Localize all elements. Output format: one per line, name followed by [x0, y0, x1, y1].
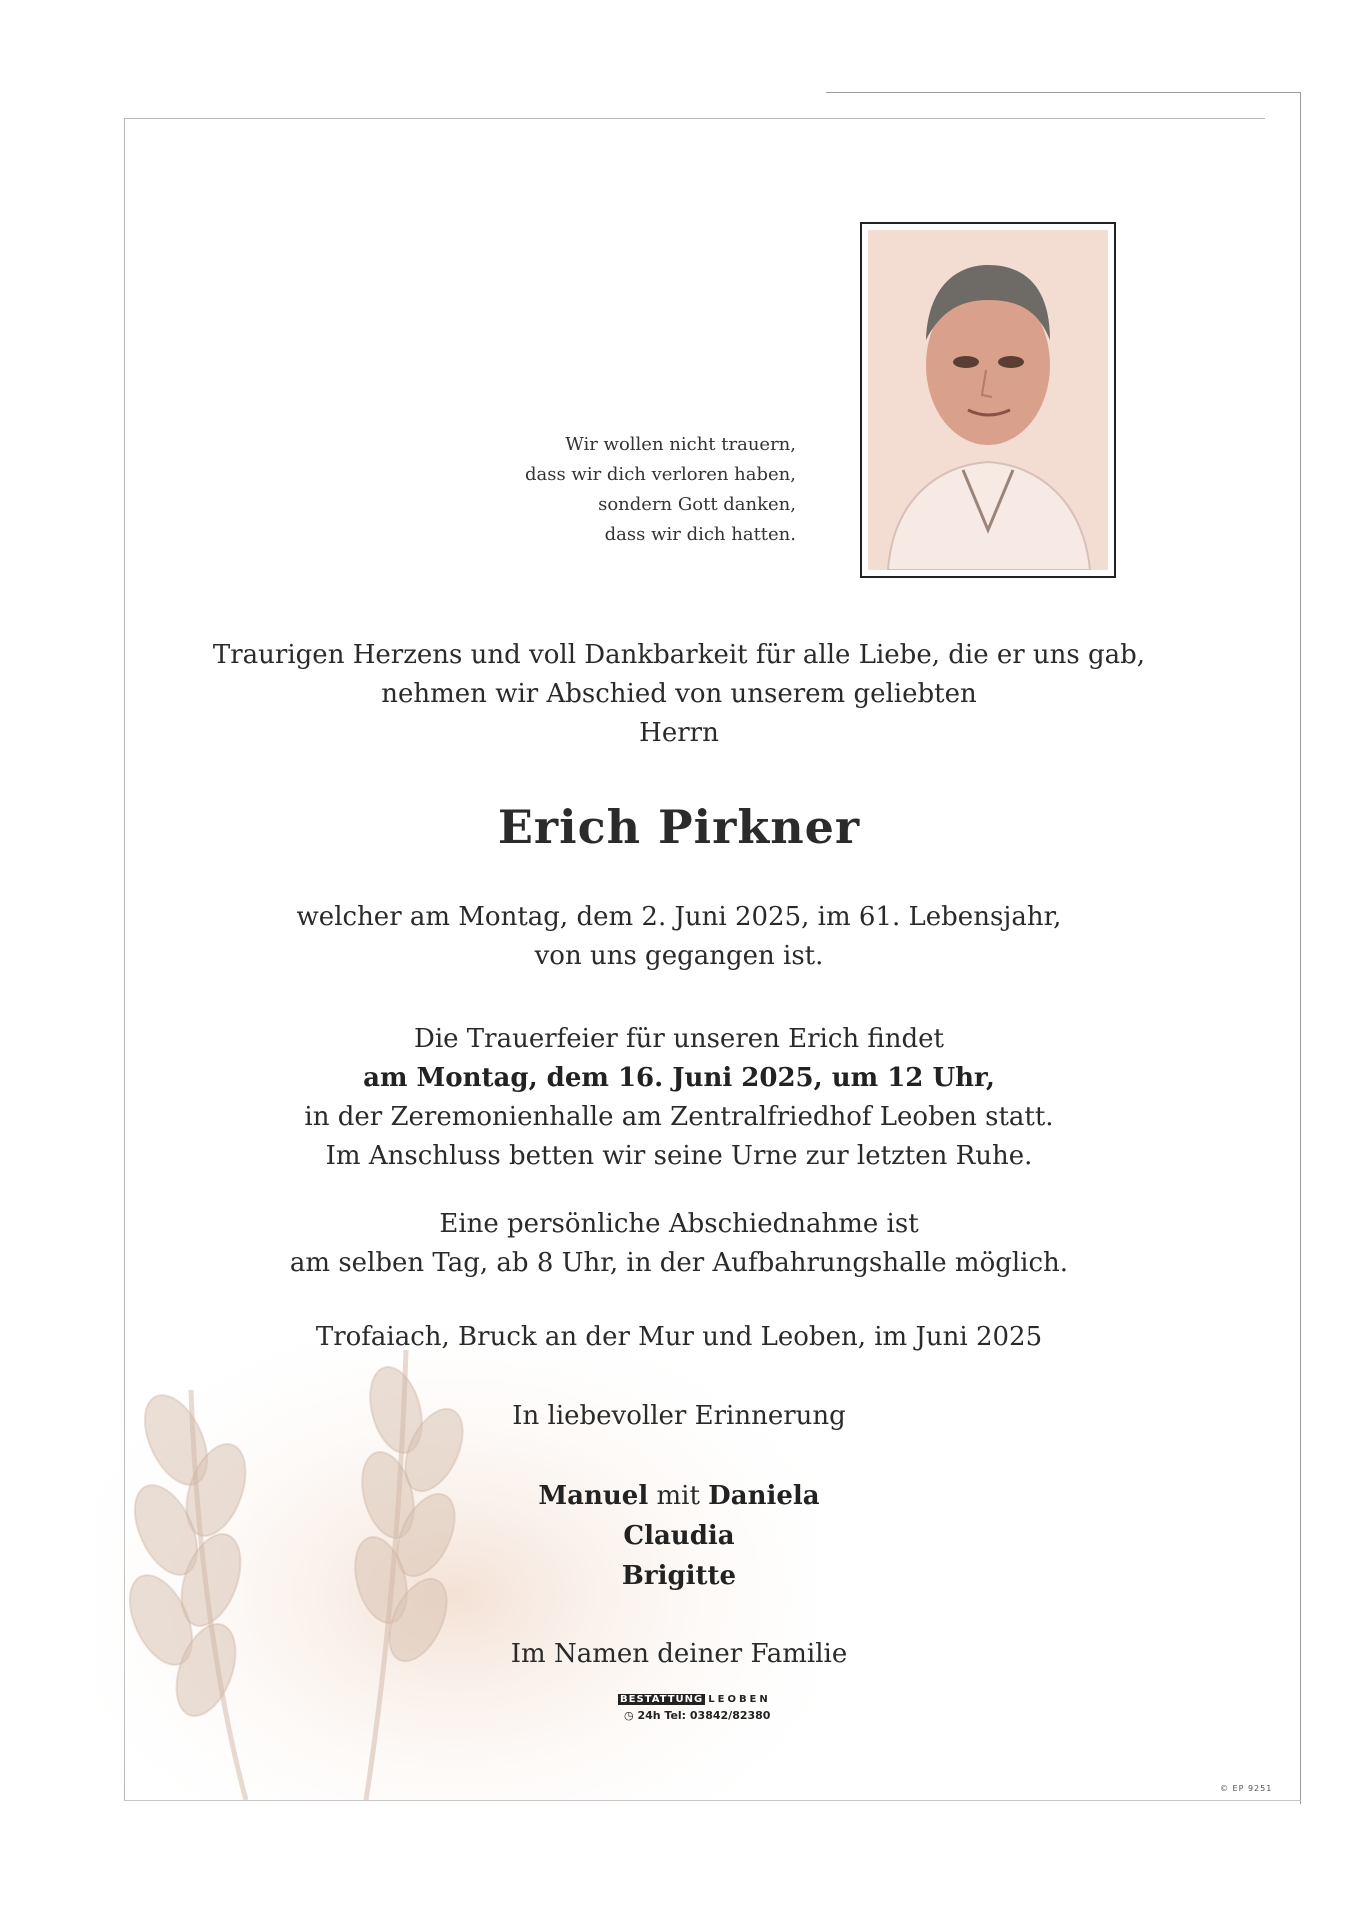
ceremony-line: Im Anschluss betten wir seine Urne zur letzten Ruhe. [325, 1141, 1033, 1171]
print-code: © EP 9251 [1220, 1784, 1273, 1793]
death-notice [124, 898, 1234, 976]
ceremony-line: in der Zeremonienhalle am Zentralfriedhof Leoben statt. [304, 1102, 1054, 1132]
clock-icon: ◷ [624, 1709, 638, 1722]
funeral-home-logo [618, 1693, 778, 1727]
intro-line: Herrn [639, 718, 719, 748]
deceased-name: Erich Pirkner [497, 800, 861, 854]
intro-line: nehmen wir Abschied von unserem geliebten [381, 679, 977, 709]
portrait-frame [860, 222, 1116, 578]
quote-line: sondern Gott danken, [598, 494, 796, 515]
viewing-line: am selben Tag, ab 8 Uhr, in der Aufbahrungshalle möglich. [289, 1248, 1069, 1278]
ceremony-date: am Montag, dem 16. Juni 2025, um 12 Uhr, [363, 1063, 995, 1093]
death-line: von uns gegangen ist. [534, 941, 824, 971]
place-date: Trofaiach, Bruck an der Mur und Leoben, im Juni 2025 [315, 1322, 1043, 1352]
family-line: Im Namen deiner Familie [510, 1639, 848, 1669]
memory-line: In liebevoller Erinnerung [512, 1401, 846, 1431]
intro-line: Traurigen Herzens und voll Dankbarkeit für alle Liebe, die er uns gab, [212, 640, 1146, 670]
intro-text [124, 636, 1234, 753]
top-frame-line [826, 92, 1301, 93]
mourner: Claudia [623, 1521, 735, 1551]
mourners-list [124, 1476, 1234, 1596]
memorial-quote [460, 430, 796, 550]
quote-line: dass wir dich hatten. [604, 524, 796, 545]
funeral-home-phone: ◷ 24h Tel: 03842/82380 [624, 1709, 771, 1722]
quote-line: Wir wollen nicht trauern, [565, 434, 796, 455]
ceremony-line: Die Trauerfeier für unseren Erich findet [413, 1024, 945, 1054]
mourner-pair: Manuel mit Daniela [538, 1481, 820, 1511]
right-frame-line [1300, 92, 1301, 1804]
funeral-home-brand: BESTATTUNG LEOBEN [620, 1694, 771, 1705]
viewing-line: Eine persönliche Abschiednahme ist [439, 1209, 919, 1239]
death-line: welcher am Montag, dem 2. Juni 2025, im 61. Lebensjahr, [296, 902, 1062, 932]
viewing-info [124, 1205, 1234, 1283]
ceremony-info [124, 1020, 1234, 1176]
quote-line: dass wir dich verloren haben, [524, 464, 796, 485]
portrait-photo [868, 230, 1108, 570]
mourner: Brigitte [621, 1561, 737, 1591]
